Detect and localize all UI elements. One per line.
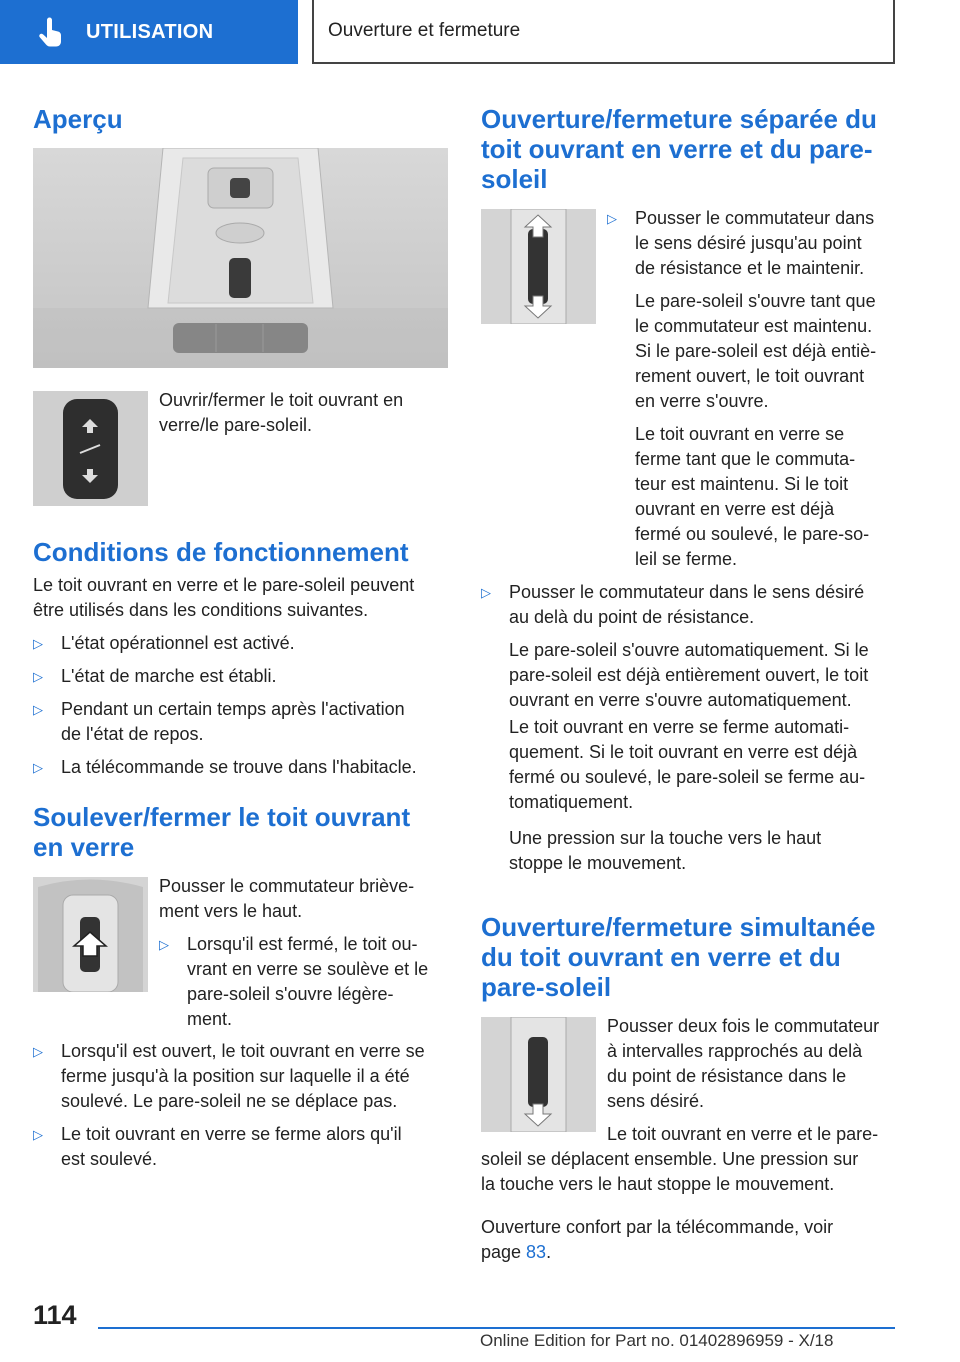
switch-up-image <box>33 877 148 992</box>
page-number: 114 <box>33 1300 77 1330</box>
conditions-intro: Le toit ouvrant en verre et le pare-soleil peuvent être utilisés dans les conditions suivantes. <box>33 575 415 620</box>
bullet-triangle-icon: ▷ <box>159 937 169 952</box>
edition-footer: Online Edition for Part no. 01402896959 - X/18 <box>480 1331 834 1350</box>
soulever-intro: Pousser le commutateur briève- ment vers le haut. <box>159 876 415 921</box>
switch-caption: Ouvrir/fermer le toit ouvrant en verre/le pare-soleil. <box>159 390 404 435</box>
bullet-triangle-icon: ▷ <box>607 211 617 226</box>
simultanee-text: soleil se déplacent ensemble. Une pression sur la touche vers le haut stoppe le mouvement. <box>481 1149 859 1194</box>
simultanee-text: Pousser deux fois le commutateur à intervalles rapprochés au delà du point de résistance dans le sens désiré. <box>607 1016 880 1111</box>
overhead-console-image <box>33 148 448 368</box>
bullet-triangle-icon: ▷ <box>33 760 43 775</box>
switch-closeup-image <box>33 391 148 506</box>
bullet-triangle-icon: ▷ <box>33 1127 43 1142</box>
section-tab <box>0 0 298 64</box>
footer-rule <box>98 1327 895 1329</box>
heading-soulever: Soulever/fermer le toit ouvrant en verre <box>33 802 411 862</box>
bullet-triangle-icon: ▷ <box>33 702 43 717</box>
bullet-triangle-icon: ▷ <box>33 636 43 651</box>
separee-item-detail: Le pare-soleil s'ouvre tant que le commutateur est maintenu. Si le pare-soleil est déjà entiè- rement ouvert, le toit ouvrant en verre s'ouvre. <box>635 291 877 411</box>
separee-item-detail: Une pression sur la touche vers le haut stoppe le mouvement. <box>509 828 822 873</box>
heading-conditions: Conditions de fonctionnement <box>33 537 409 567</box>
page-link[interactable]: 83 <box>526 1242 547 1262</box>
section-title: UTILISATION <box>86 20 214 43</box>
comfort-note: Ouverture confort par la télécommande, voir page 83. <box>481 1217 834 1262</box>
bullet-triangle-icon: ▷ <box>481 585 491 600</box>
bullet-triangle-icon: ▷ <box>33 1044 43 1059</box>
heading-simultanee: Ouverture/fermeture simultanée du toit ouvrant en verre et du pare-soleil <box>481 912 876 1002</box>
separee-item-detail: Le toit ouvrant en verre se ferme tant que le commuta- teur est maintenu. Si le toit ouvrant en verre est déjà fermé ou soulevé, le pare-so- leil se ferme. <box>635 424 870 569</box>
bullet-triangle-icon: ▷ <box>33 669 43 684</box>
chapter-title: Ouverture et fermeture <box>328 20 521 41</box>
switch-down-image <box>481 1017 596 1132</box>
simultanee-text: Le toit ouvrant en verre et le pare- <box>607 1124 879 1144</box>
heading-apercu: Aperçu <box>33 104 123 134</box>
separee-item-detail: Le pare-soleil s'ouvre automatiquement. Si le pare-soleil est déjà entièrement ouvert, le toit ouvrant en verre s'ouvre automatiquement. <box>509 640 869 710</box>
chapter-header <box>312 0 895 64</box>
hand-pointer-icon <box>36 17 66 47</box>
switch-updown-image <box>481 209 596 324</box>
heading-separee: Ouverture/fermeture séparée du toit ouvrant en verre et du pare- soleil <box>481 104 877 194</box>
separee-item-detail: Le toit ouvrant en verre se ferme automati- quement. Si le toit ouvrant en verre est déjà fermé ou soulevé, le pare-soleil se ferme au- tomatiquement. <box>509 717 866 812</box>
